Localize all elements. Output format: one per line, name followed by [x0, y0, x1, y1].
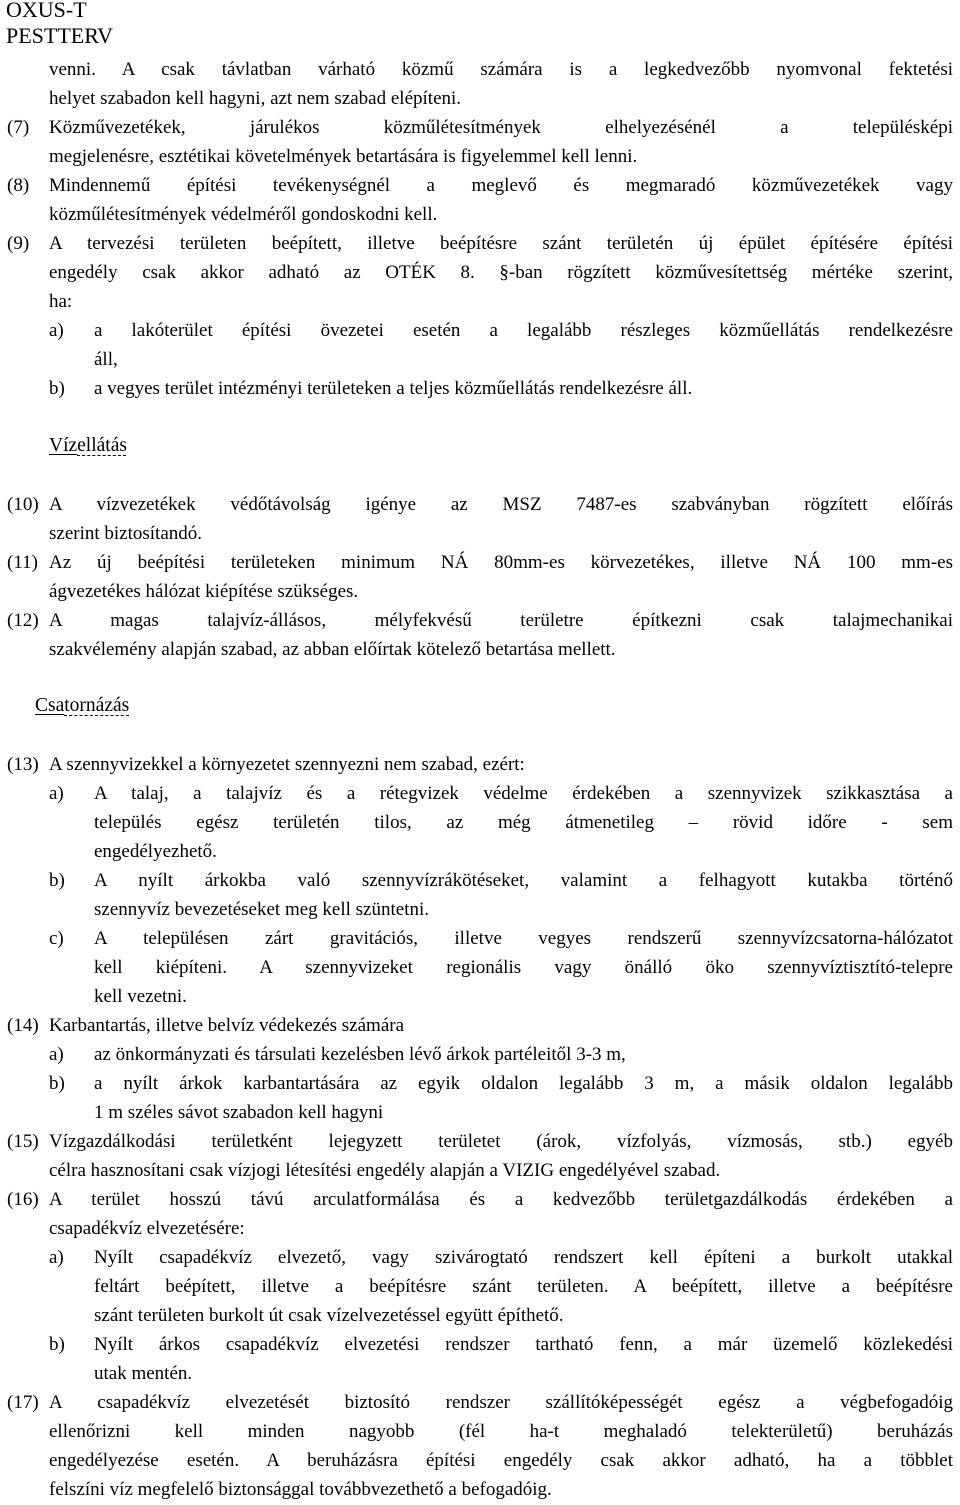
list-label: b)	[49, 378, 65, 399]
text-line: a lakóterület építési övezetei esetén a legalább részleges közműellátás rendelkezésre	[94, 320, 953, 341]
section-heading-csatornazas	[35, 691, 129, 720]
text-line: csapadékvíz elvezetésére:	[49, 1218, 245, 1239]
text-line: engedély csak akkor adható az OTÉK 8. §-ban rögzített közművesítettség mértéke szerint,	[49, 262, 953, 283]
list-label: a)	[49, 783, 64, 804]
text-line: áll,	[94, 349, 118, 370]
section-heading-vizellatas	[49, 431, 127, 460]
list-label: b)	[49, 870, 65, 891]
text-line: Nyílt csapadékvíz elvezető, vagy szivárogtató rendszert kell építeni a burkolt utakkal	[94, 1247, 953, 1268]
list-label: c)	[49, 928, 64, 949]
text-line: A nyílt árkokba való szennyvízrákötéseket, valamint a felhagyott kutakba történő	[94, 870, 953, 891]
text-line: a vegyes terület intézményi területeken a teljes közműellátás rendelkezésre áll.	[94, 378, 693, 399]
text-line: kell kiépíteni. A szennyvizeket regionális vagy önálló öko szennyvíztisztító-telepre	[94, 957, 953, 978]
text-line: helyet szabadon kell hagyni, azt nem szabad elépíteni.	[49, 88, 462, 109]
text-line: település egész területén tilos, az még átmenetileg – rövid időre - sem	[94, 812, 953, 833]
text-line: A településen zárt gravitációs, illetve vegyes rendszerű szennyvízcsatorna-hálózatot	[94, 928, 953, 949]
text-line: ha:	[49, 291, 73, 312]
list-label: a)	[49, 320, 64, 341]
text-line: venni. A csak távlatban várható közmű számára is a legkedvezőbb nyomvonal fektetési	[49, 59, 953, 80]
text-line: szennyvíz bevezetéseket meg kell szüntetni.	[94, 899, 430, 920]
paragraph-number: (11)	[7, 552, 38, 573]
text-line: szerint biztosítandó.	[49, 523, 203, 544]
text-line: kell vezetni.	[94, 986, 187, 1007]
text-line: utak mentén.	[94, 1363, 193, 1384]
text-line: ágvezetékes hálózat kiépítése szükséges.	[49, 581, 359, 602]
text-line: A vízvezetékek védőtávolság igénye az MSZ 7487-es szabványban rögzített előírás	[49, 494, 953, 515]
list-label: a)	[49, 1044, 64, 1065]
text-line: engedélyezése esetén. A beruházásra építési engedély csak akkor adható, ha a többlet	[49, 1450, 953, 1471]
text-line: Az új beépítési területeken minimum NÁ 80mm-es körvezetékes, illetve NÁ 100 mm-es	[49, 552, 953, 573]
text-line: ellenőrizni kell minden nagyobb (fél ha-t meghaladó telekterületű) beruházás	[49, 1421, 953, 1442]
heading-part: tornázás	[64, 695, 130, 716]
text-line: közműlétesítmények védelméről gondoskodni kell.	[49, 204, 438, 225]
text-line: engedélyezhető.	[94, 841, 217, 862]
text-line: Mindennemű építési tevékenységnél a meglevő és megmaradó közművezetékek vagy	[49, 175, 953, 196]
text-line: 1 m széles sávot szabadon kell hagyni	[94, 1102, 384, 1123]
text-line: felszíni víz megfelelő biztonsággal továbbvezethető a befogadóig.	[49, 1479, 552, 1500]
list-label: a)	[49, 1247, 64, 1268]
paragraph-number: (14)	[7, 1015, 39, 1036]
paragraph-number: (13)	[7, 754, 39, 775]
text-line: Nyílt árkos csapadékvíz elvezetési rendszer tartható fenn, a már üzemelő közlekedési	[94, 1334, 953, 1355]
text-line: az önkormányzati és társulati kezelésben lévő árkok partéleitől 3-3 m,	[94, 1044, 626, 1065]
paragraph-number: (16)	[7, 1189, 39, 1210]
text-line: célra hasznosítani csak vízjogi létesítési engedély alapján a VIZIG engedélyével szabad.	[49, 1160, 721, 1181]
paragraph-number: (15)	[7, 1131, 39, 1152]
text-line: Karbantartás, illetve belvíz védekezés számára	[49, 1015, 405, 1036]
text-line: A csapadékvíz elvezetését biztosító rendszer szállítóképességét egész a végbefogadóig	[49, 1392, 953, 1413]
paragraph-number: (7)	[7, 117, 30, 138]
text-line: A tervezési területen beépített, illetve beépítésre szánt területén új épület építésére építési	[49, 233, 953, 254]
text-line: A terület hosszú távú arculatformálása és a kedvezőbb területgazdálkodás érdekében a	[49, 1189, 953, 1210]
text-line: a nyílt árkok karbantartására az egyik oldalon legalább 3 m, a másik oldalon legalább	[94, 1073, 953, 1094]
list-label: b)	[49, 1334, 65, 1355]
header-oxus-t: OXUS-T	[6, 0, 87, 22]
text-line: A talaj, a talajvíz és a rétegvizek védelme érdekében a szennyvizek szikkasztása a	[94, 783, 953, 804]
paragraph-number: (9)	[7, 233, 30, 254]
heading-part: Csa	[35, 695, 65, 716]
text-line: szánt területen burkolt út csak vízelvezetéssel együtt építhető.	[94, 1305, 564, 1326]
paragraph-number: (8)	[7, 175, 30, 196]
paragraph-number: (12)	[7, 610, 39, 631]
text-line: szakvélemény alapján szabad, az abban előírtak kötelező betartása mellett.	[49, 639, 616, 660]
list-label: b)	[49, 1073, 65, 1094]
heading-part: ellátás	[77, 435, 127, 456]
text-line: A magas talajvíz-állásos, mélyfekvésű területre építkezni csak talajmechanikai	[49, 610, 953, 631]
text-line: megjelenésre, esztétikai követelmények betartására is figyelemmel kell lenni.	[49, 146, 638, 167]
header-pestterv: PESTTERV	[6, 23, 114, 48]
paragraph-number: (17)	[7, 1392, 39, 1413]
text-line: A szennyvizekkel a környezetet szennyezni nem szabad, ezért:	[49, 754, 525, 775]
paragraph-number: (10)	[7, 494, 39, 515]
text-line: Vízgazdálkodási területként lejegyzett területet (árok, vízfolyás, vízmosás, stb.) egyéb	[49, 1131, 953, 1152]
text-line: Közművezetékek, járulékos közműlétesítmények elhelyezésénél a településképi	[49, 117, 953, 138]
heading-part: Víz	[49, 435, 78, 456]
text-line: feltárt beépített, illetve a beépítésre szánt területen. A beépített, illetve a beépítésre	[94, 1276, 953, 1297]
